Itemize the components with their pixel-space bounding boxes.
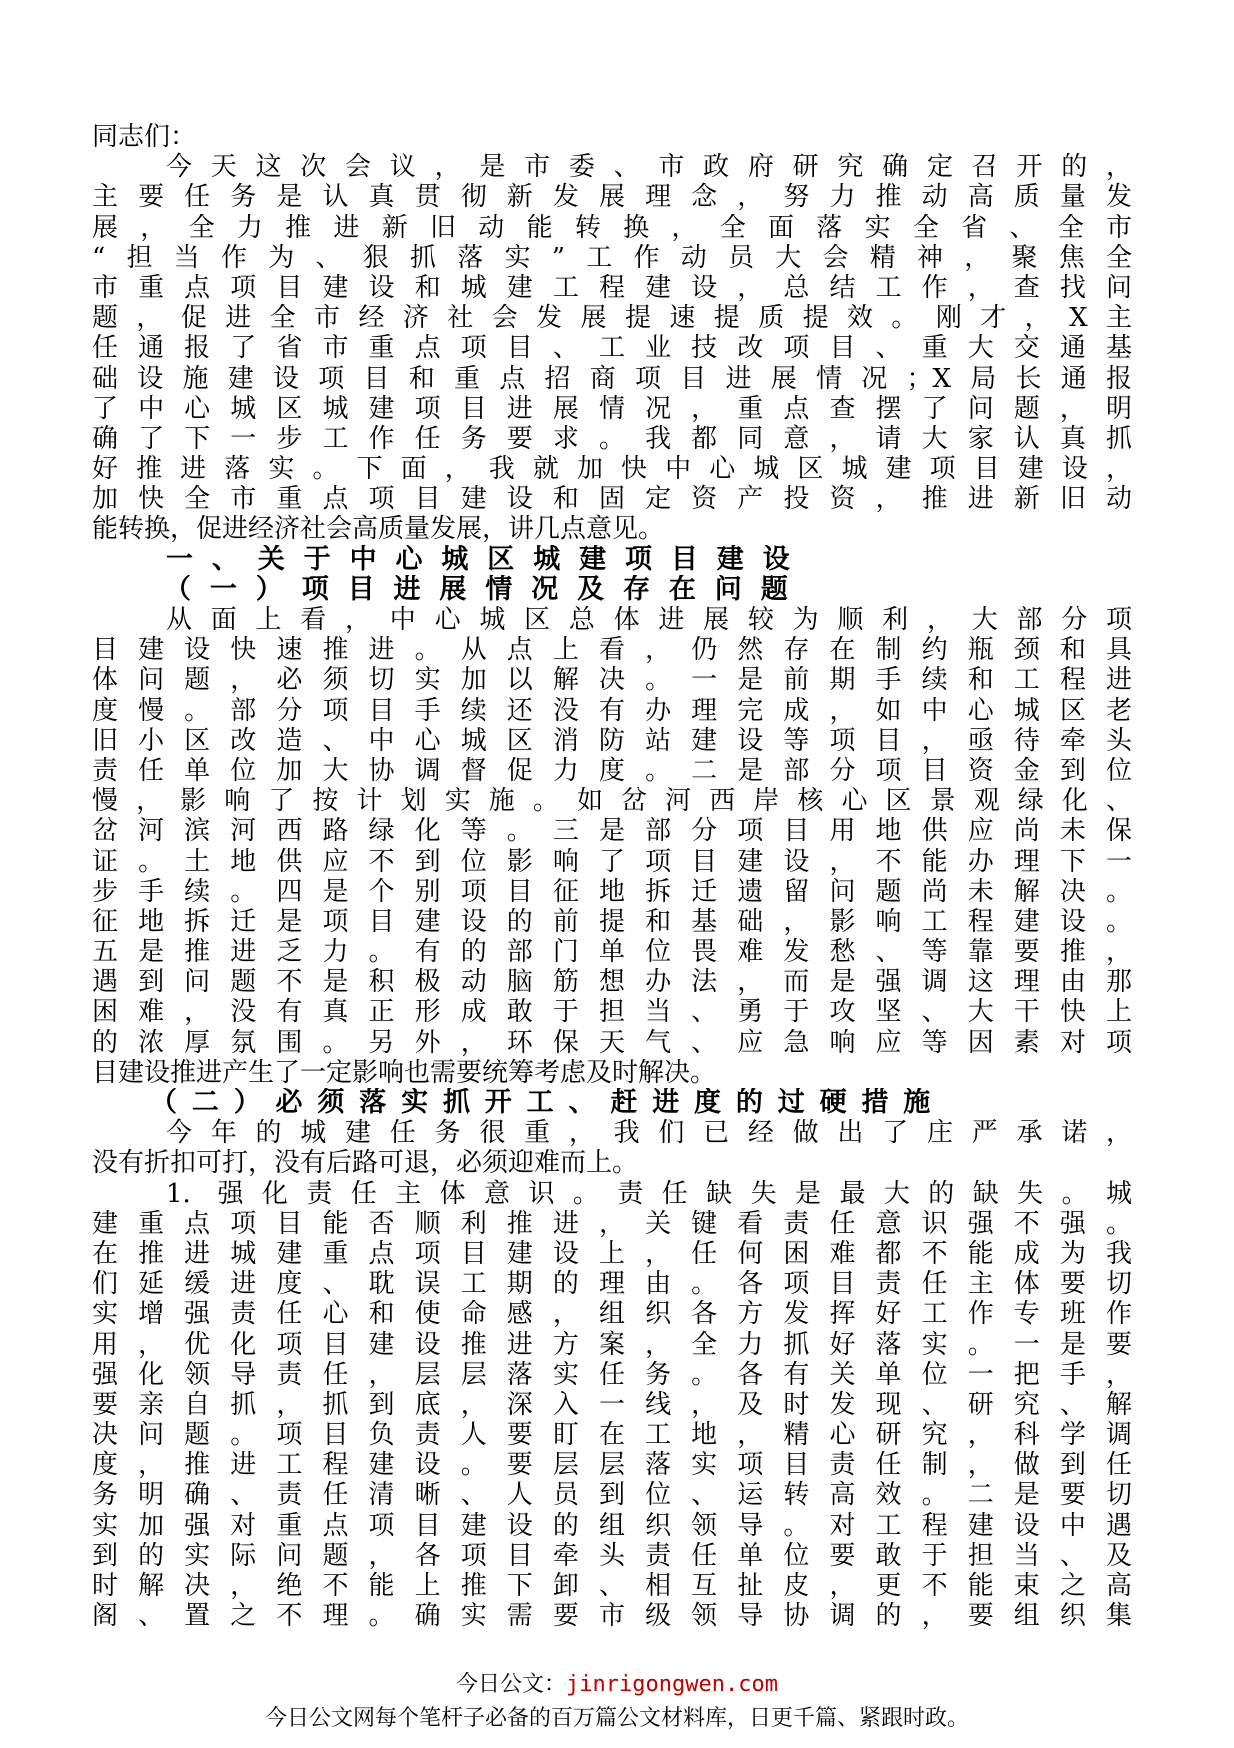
text-line: 展，全力推进新旧动能转换，全面落实全省、全市 (92, 212, 1132, 243)
text-line: 1. 强化责任主体意识。责任缺失是最大的缺失。城 (166, 1178, 1132, 1209)
text-line: 强化领导责任，层层落实任务。各有关单位一把手， (92, 1359, 1132, 1390)
text-line: 到的实际问题，各项目牵头责任单位要敢于担当、及 (92, 1540, 1132, 1571)
text-line: 证。土地供应不到位影响了项目建设，不能办理下一 (92, 846, 1132, 877)
paragraph-progress (92, 605, 1132, 1088)
text-line: 五是推进乏力。有的部门单位畏难发愁、等靠要推， (92, 937, 1132, 968)
footer-source (0, 1668, 1234, 1702)
text-line: 旧小区改造、中心城区消防站建设等项目，亟待牵头 (92, 725, 1132, 756)
salutation: 同志们： (92, 122, 197, 152)
text-line: “担当作为、狠抓落实”工作动员大会精神，聚焦全 (92, 242, 1132, 273)
text-line: 目建设推进产生了一定影响也需要统筹考虑及时解决。 (92, 1057, 717, 1088)
text-line: 主要任务是认真贯彻新发展理念，努力推动高质量发 (92, 182, 1132, 213)
text-line: 困难，没有真正形成敢于担当、勇于攻坚、大干快上 (92, 997, 1132, 1028)
text-line: 的浓厚氛围。另外，环保天气、应急响应等因素对项 (92, 1027, 1132, 1058)
text-line: 在推进城建重点项目建设上，任何困难都不能成为我 (92, 1238, 1132, 1269)
text-line: 今年的城建任务很重，我们已经做出了庄严承诺， (166, 1118, 1132, 1149)
text-line: 础设施建设项目和重点招商项目进展情况；X局长通报 (92, 363, 1132, 394)
text-line: 度，推进工程建设。要层层落实项目责任制，做到任 (92, 1450, 1132, 1481)
text-line: 用，优化项目建设推进方案，全力抓好落实。一是要 (92, 1329, 1132, 1360)
paragraph-opening (92, 152, 1132, 544)
document-body (92, 122, 1132, 1631)
text-line: 务明确、责任清晰、人员到位、运转高效。二是要切 (92, 1480, 1132, 1511)
text-line: 体问题，必须切实加以解决。一是前期手续和工程进 (92, 665, 1132, 696)
text-line: 决问题。项目负责人要盯在工地，精心研究，科学调 (92, 1420, 1132, 1451)
text-line: 度慢。部分项目手续还没有办理完成，如中心城区老 (92, 695, 1132, 726)
text-line: 要亲自抓，抓到底，深入一线，及时发现、研究、解 (92, 1389, 1132, 1420)
text-line: 任通报了省市重点项目、工业技改项目、重大交通基 (92, 333, 1132, 364)
footer-slogan: 今日公文网每个笔杆子必备的百万篇公文材料库，日更千篇、紧跟时政。 (264, 1706, 969, 1731)
text-line: 慢，影响了按计划实施。如岔河西岸核心区景观绿化、 (92, 786, 1132, 817)
text-line: 好推进落实。下面，我就加快中心城区城建项目建设， (92, 454, 1132, 485)
footer-url-link[interactable]: jinrigongwen.com (566, 1672, 778, 1697)
text-line: 了中心城区城建项目进展情况，重点查摆了问题，明 (92, 393, 1132, 424)
text-line: 能转换，促进经济社会高质量发展，讲几点意见。 (92, 514, 665, 545)
footer-colon: ： (544, 1672, 567, 1697)
text-line: 从面上看，中心城区总体进展较为顺利，大部分项 (166, 605, 1132, 635)
text-line: 遇到问题不是积极动脑筋想办法，而是强调这理由那 (92, 967, 1132, 998)
text-line: 岔河滨河西路绿化等。三是部分项目用地供应尚未保 (92, 816, 1132, 847)
subsection-heading-1: （一）项目进展情况及存在问题 (164, 574, 807, 605)
text-line: 时解决，绝不能上推下卸、相互扯皮，更不能束之高 (92, 1571, 1132, 1601)
text-line: 确了下一步工作任务要求。我都同意，请大家认真抓 (92, 423, 1132, 454)
section-heading-1: 一、关于中心城区城建项目建设 (166, 544, 809, 575)
text-line: 今天这次会议，是市委、市政府研究确定召开的， (166, 152, 1132, 183)
text-line: 题，促进全市经济社会发展提速提质提效。刚才，X主 (92, 303, 1132, 334)
paragraph-commitment (92, 1118, 1132, 1178)
text-line: 征地拆迁是项目建设的前提和基础，影响工程建设。 (92, 906, 1132, 937)
paragraph-responsibility (92, 1179, 1132, 1632)
text-line: 实增强责任心和使命感，组织各方发挥好工作专班作 (92, 1299, 1132, 1330)
text-line: 责任单位加大协调督促力度。二是部分项目资金到位 (92, 755, 1132, 786)
footer-label: 今日公文 (456, 1672, 545, 1697)
text-line: 实加强对重点项目建设的组织领导。对工程建设中遇 (92, 1510, 1132, 1541)
text-line: 加快全市重点项目建设和固定资产投资，推进新旧动 (92, 484, 1132, 515)
text-line: 没有折扣可打，没有后路可退，必须迎难而上。 (92, 1148, 639, 1179)
subsection-heading-2: （二）必须落实抓开工、赶进度的过硬措施 (150, 1088, 946, 1118)
text-line: 建重点项目能否顺利推进，关键看责任意识强不强。 (92, 1208, 1132, 1239)
text-line: 步手续。四是个别项目征地拆迁遗留问题尚未解决。 (92, 876, 1132, 907)
text-line: 阁、置之不理。确实需要市级领导协调的，要组织集 (92, 1601, 1132, 1632)
text-line: 目建设快速推进。从点上看，仍然存在制约瓶颈和具 (92, 635, 1132, 666)
text-line: 市重点项目建设和城建工程建设，总结工作，查找问 (92, 272, 1132, 303)
text-line: 们延缓进度、耽误工期的理由。各项目责任主体要切 (92, 1269, 1132, 1300)
footer (0, 1668, 1234, 1736)
